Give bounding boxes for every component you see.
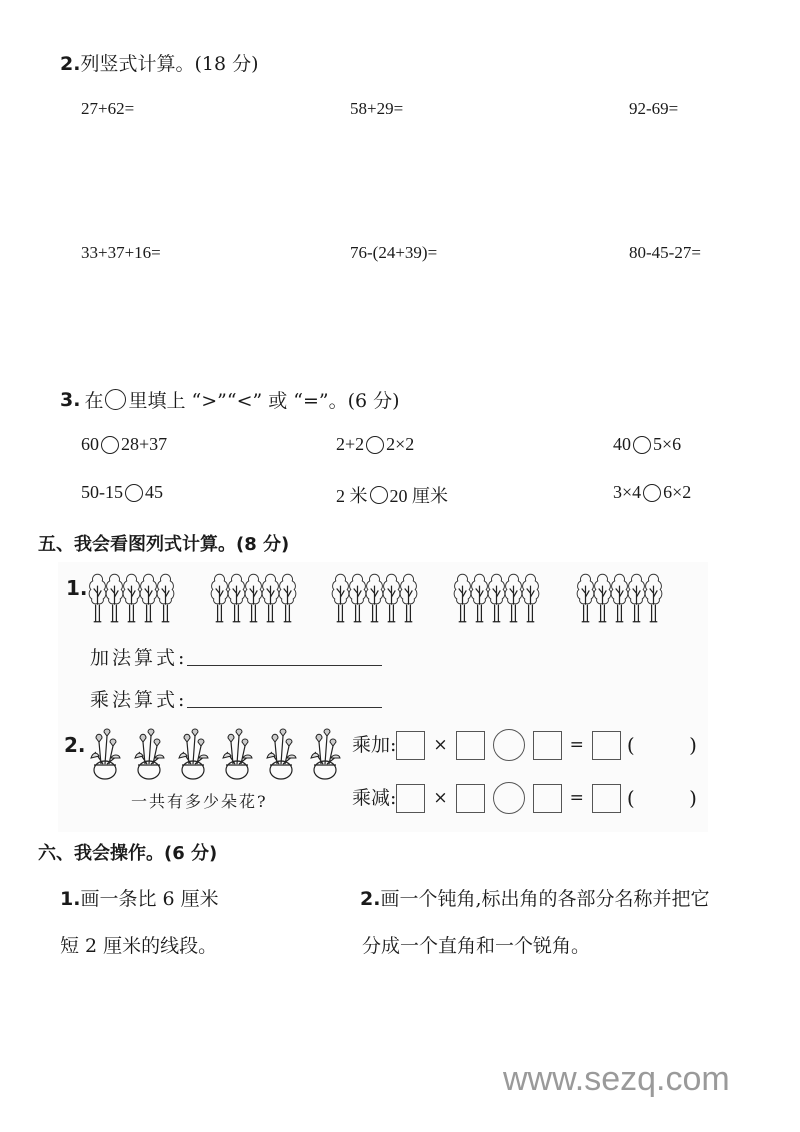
answer-circle[interactable] (125, 484, 143, 502)
flower-pot-icon (219, 728, 255, 783)
s6-p1-line1: 1.画一条比 6 厘米 (60, 888, 219, 910)
tree-group (210, 570, 295, 626)
flower-pots (87, 728, 343, 783)
q2-expression: 58+29= (350, 99, 404, 118)
q2-expression: 76-(24+39)= (350, 243, 438, 262)
p2-number: 2. (64, 733, 86, 757)
multiply-add-formula: 乘加: × = ( ) (352, 729, 697, 761)
flower-pot-icon (263, 728, 299, 783)
compare-item: 40 5×6 (613, 434, 682, 454)
answer-box[interactable] (396, 731, 425, 760)
answer-box[interactable] (456, 784, 485, 813)
q2-expression: 80-45-27= (629, 243, 701, 262)
tree-icon (399, 570, 418, 626)
answer-circle[interactable] (370, 486, 388, 504)
tree-group (576, 570, 661, 626)
s6-p1-line2: 短 2 厘米的线段。 (60, 935, 218, 957)
p1-number: 1. (66, 576, 88, 600)
flower-pot-icon (175, 728, 211, 783)
q2-title: 2.列竖式计算。(18 分) (60, 53, 259, 75)
answer-box[interactable] (592, 784, 621, 813)
q2-expression: 92-69= (629, 99, 679, 118)
compare-item: 50-15 45 (81, 482, 163, 502)
compare-circle-icon (105, 389, 126, 410)
answer-box[interactable] (396, 784, 425, 813)
answer-box[interactable] (456, 731, 485, 760)
watermark: www.sezq.com (503, 1060, 730, 1098)
q2-expression: 27+62= (81, 99, 135, 118)
flower-question: 一共有多少朵花? (131, 792, 268, 811)
answer-circle[interactable] (101, 436, 119, 454)
answer-box[interactable] (533, 731, 562, 760)
unit-blank[interactable]: ( ) (626, 733, 697, 757)
compare-item: 2+2 2×2 (336, 434, 415, 454)
tree-icon (521, 570, 540, 626)
answer-circle[interactable] (633, 436, 651, 454)
multiplication-answer-line[interactable] (187, 706, 382, 708)
operator-circle[interactable] (493, 729, 525, 761)
q3-title: 3. 在 里填上 “>”“<” 或 “=”。(6 分) (60, 388, 400, 412)
s6-p2-line2: 分成一个直角和一个锐角。 (362, 935, 591, 957)
compare-item: 2 米 20 厘米 (336, 486, 448, 506)
tree-group (453, 570, 538, 626)
tree-group (331, 570, 416, 626)
addition-row: 加法算式: (90, 643, 382, 670)
answer-box[interactable] (533, 784, 562, 813)
section-5-title: 五、我会看图列式计算。(8 分) (38, 534, 290, 555)
answer-box[interactable] (592, 731, 621, 760)
flower-pot-icon (87, 728, 123, 783)
answer-circle[interactable] (643, 484, 661, 502)
multiplication-row: 乘法算式: (90, 685, 382, 712)
tree-group (88, 570, 173, 626)
flower-pot-icon (131, 728, 167, 783)
compare-item: 60 28+37 (81, 434, 168, 454)
s6-p2-line1: 2.画一个钝角,标出角的各部分名称并把它 (360, 888, 710, 910)
tree-icon (278, 570, 297, 626)
flower-pot-icon (307, 728, 343, 783)
compare-item: 3×4 6×2 (613, 482, 692, 502)
tree-icon (156, 570, 175, 626)
operator-circle[interactable] (493, 782, 525, 814)
multiply-subtract-formula: 乘减: × = ( ) (352, 782, 697, 814)
tree-icon (644, 570, 663, 626)
addition-answer-line[interactable] (187, 664, 382, 666)
answer-circle[interactable] (366, 436, 384, 454)
section-6-title: 六、我会操作。(6 分) (38, 843, 218, 864)
unit-blank[interactable]: ( ) (626, 786, 697, 810)
q2-expression: 33+37+16= (81, 243, 161, 262)
